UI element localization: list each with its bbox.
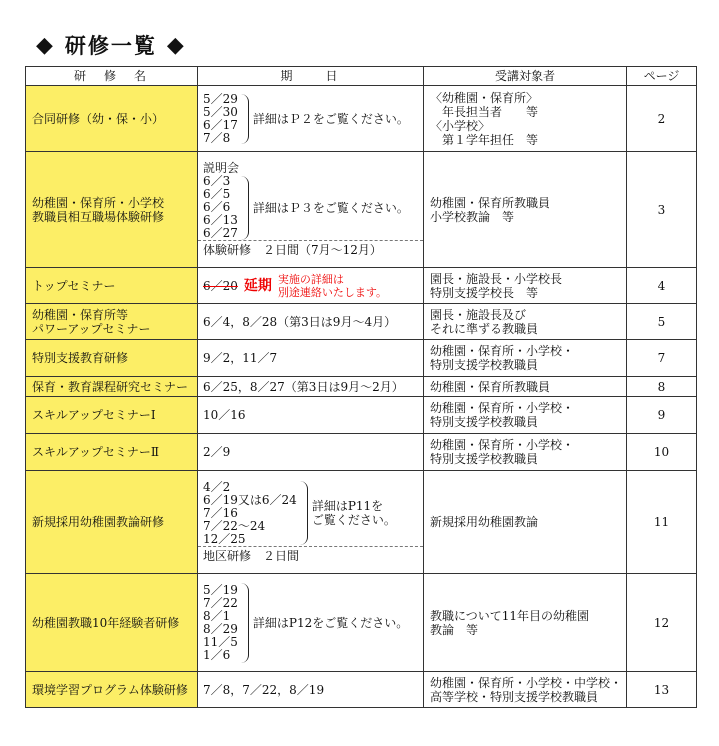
page-number: 3 [627, 152, 697, 268]
date-cell: 10／16 [198, 397, 424, 434]
header-date: 期 日 [198, 67, 424, 86]
training-name: トップセミナー [26, 268, 198, 304]
header-page: ページ [627, 67, 697, 86]
training-name: 幼稚園教職10年経験者研修 [26, 574, 198, 672]
table-row [26, 434, 697, 471]
training-name: 特別支援教育研修 [26, 340, 198, 377]
page-number: 13 [627, 672, 697, 708]
page-title [26, 28, 196, 62]
table-row [26, 471, 697, 574]
date-cell [198, 471, 424, 574]
date-cell [198, 152, 424, 268]
detail-note: 詳細はＰ２をご覧ください。 [252, 111, 409, 126]
training-name: 新規採用幼稚園教論研修 [26, 471, 198, 574]
table-row [26, 86, 697, 152]
brace-icon [240, 176, 249, 240]
diamond-icon: ◆ [166, 32, 186, 58]
date-cell: 9／2，11／7 [198, 340, 424, 377]
table-row [26, 304, 697, 340]
header-name: 研 修 名 [26, 67, 198, 86]
target-cell: 幼稚園・保育所教職員 小学校教論 等 [424, 152, 627, 268]
table-row [26, 152, 697, 268]
date-list: 6／3 6／5 6／6 6／13 6／27 [203, 174, 238, 240]
page-number: 11 [627, 471, 697, 574]
brace-icon [240, 94, 249, 144]
target-cell: 園長・施設長・小学校長 特別支援学校長 等 [424, 268, 627, 304]
sub-note: 地区研修 ２日間 [198, 546, 423, 564]
page-number: 9 [627, 397, 697, 434]
training-name: 保育・教育課程研究セミナー [26, 377, 198, 397]
date-cell: 7／8，7／22，8／19 [198, 672, 424, 708]
target-cell: 〈幼稚園・保育所〉 年長担当者 等 〈小学校〉 第１学年担任 等 [424, 86, 627, 152]
training-name: 合同研修（幼・保・小） [26, 86, 198, 152]
date-cell: 6／25，8／27（第3日は9月～2月） [198, 377, 424, 397]
detail-note: 詳細はＰ３をご覧ください。 [252, 200, 409, 215]
header-target: 受講対象者 [424, 67, 627, 86]
page-number: 8 [627, 377, 697, 397]
brace-icon [299, 481, 308, 545]
target-cell: 幼稚園・保育所・小学校・ 特別支援学校教職員 [424, 397, 627, 434]
target-cell: 教職について11年目の幼稚園 教論 等 [424, 574, 627, 672]
training-name: 環境学習プログラム体験研修 [26, 672, 198, 708]
target-cell: 幼稚園・保育所・小学校・ 特別支援学校教職員 [424, 340, 627, 377]
table-row [26, 377, 697, 397]
page-number: 2 [627, 86, 697, 152]
training-name: 幼稚園・保育所等 パワーアップセミナー [26, 304, 198, 340]
page-number: 7 [627, 340, 697, 377]
page-number: 10 [627, 434, 697, 471]
target-cell: 幼稚園・保育所・小学校・中学校・ 高等学校・特別支援学校教職員 [424, 672, 627, 708]
header-row [26, 67, 697, 86]
date-list: 5／29 5／30 6／17 7／8 [203, 91, 238, 145]
brace-icon [240, 583, 249, 663]
target-cell: 幼稚園・保育所教職員 [424, 377, 627, 397]
briefing-label: 説明会 [203, 161, 240, 175]
target-cell: 園長・施設長及び それに準ずる教職員 [424, 304, 627, 340]
detail-note: 詳細はP12をご覧ください。 [252, 615, 409, 630]
postponed-note: 実施の詳細は 別途連絡いたします。 [277, 272, 388, 299]
sub-note: 体験研修 ２日間（7月～12月） [198, 240, 423, 258]
date-cell: 6／4，8／28（第3日は9月～4月） [198, 304, 424, 340]
page-number: 12 [627, 574, 697, 672]
title-text: 研修一覧 [64, 34, 157, 58]
table-row [26, 672, 697, 708]
postponed-label: 延期 [243, 277, 272, 294]
date-list: 4／2 6／19又は6／24 7／16 7／22～24 12／25 [203, 479, 297, 546]
target-cell: 新規採用幼稚園教論 [424, 471, 627, 574]
training-name: スキルアップセミナーⅡ [26, 434, 198, 471]
cancelled-date: 6／20 [203, 278, 238, 293]
date-cell [198, 86, 424, 152]
page-number: 5 [627, 304, 697, 340]
diamond-icon: ◆ [36, 32, 55, 58]
table-row [26, 397, 697, 434]
training-name: スキルアップセミナーⅠ [26, 397, 198, 434]
target-cell: 幼稚園・保育所・小学校・ 特別支援学校教職員 [424, 434, 627, 471]
table-row [26, 340, 697, 377]
table-row [26, 574, 697, 672]
date-cell [198, 574, 424, 672]
date-list: 5／19 7／22 8／1 8／29 11／5 1／6 [203, 582, 238, 662]
date-cell [198, 268, 424, 304]
table-row [26, 268, 697, 304]
training-name: 幼稚園・保育所・小学校 教職員相互職場体験研修 [26, 152, 198, 268]
training-table [25, 66, 697, 708]
page-number: 4 [627, 268, 697, 304]
detail-note: 詳細はP11を ご覧ください。 [311, 499, 396, 527]
date-cell: 2／9 [198, 434, 424, 471]
